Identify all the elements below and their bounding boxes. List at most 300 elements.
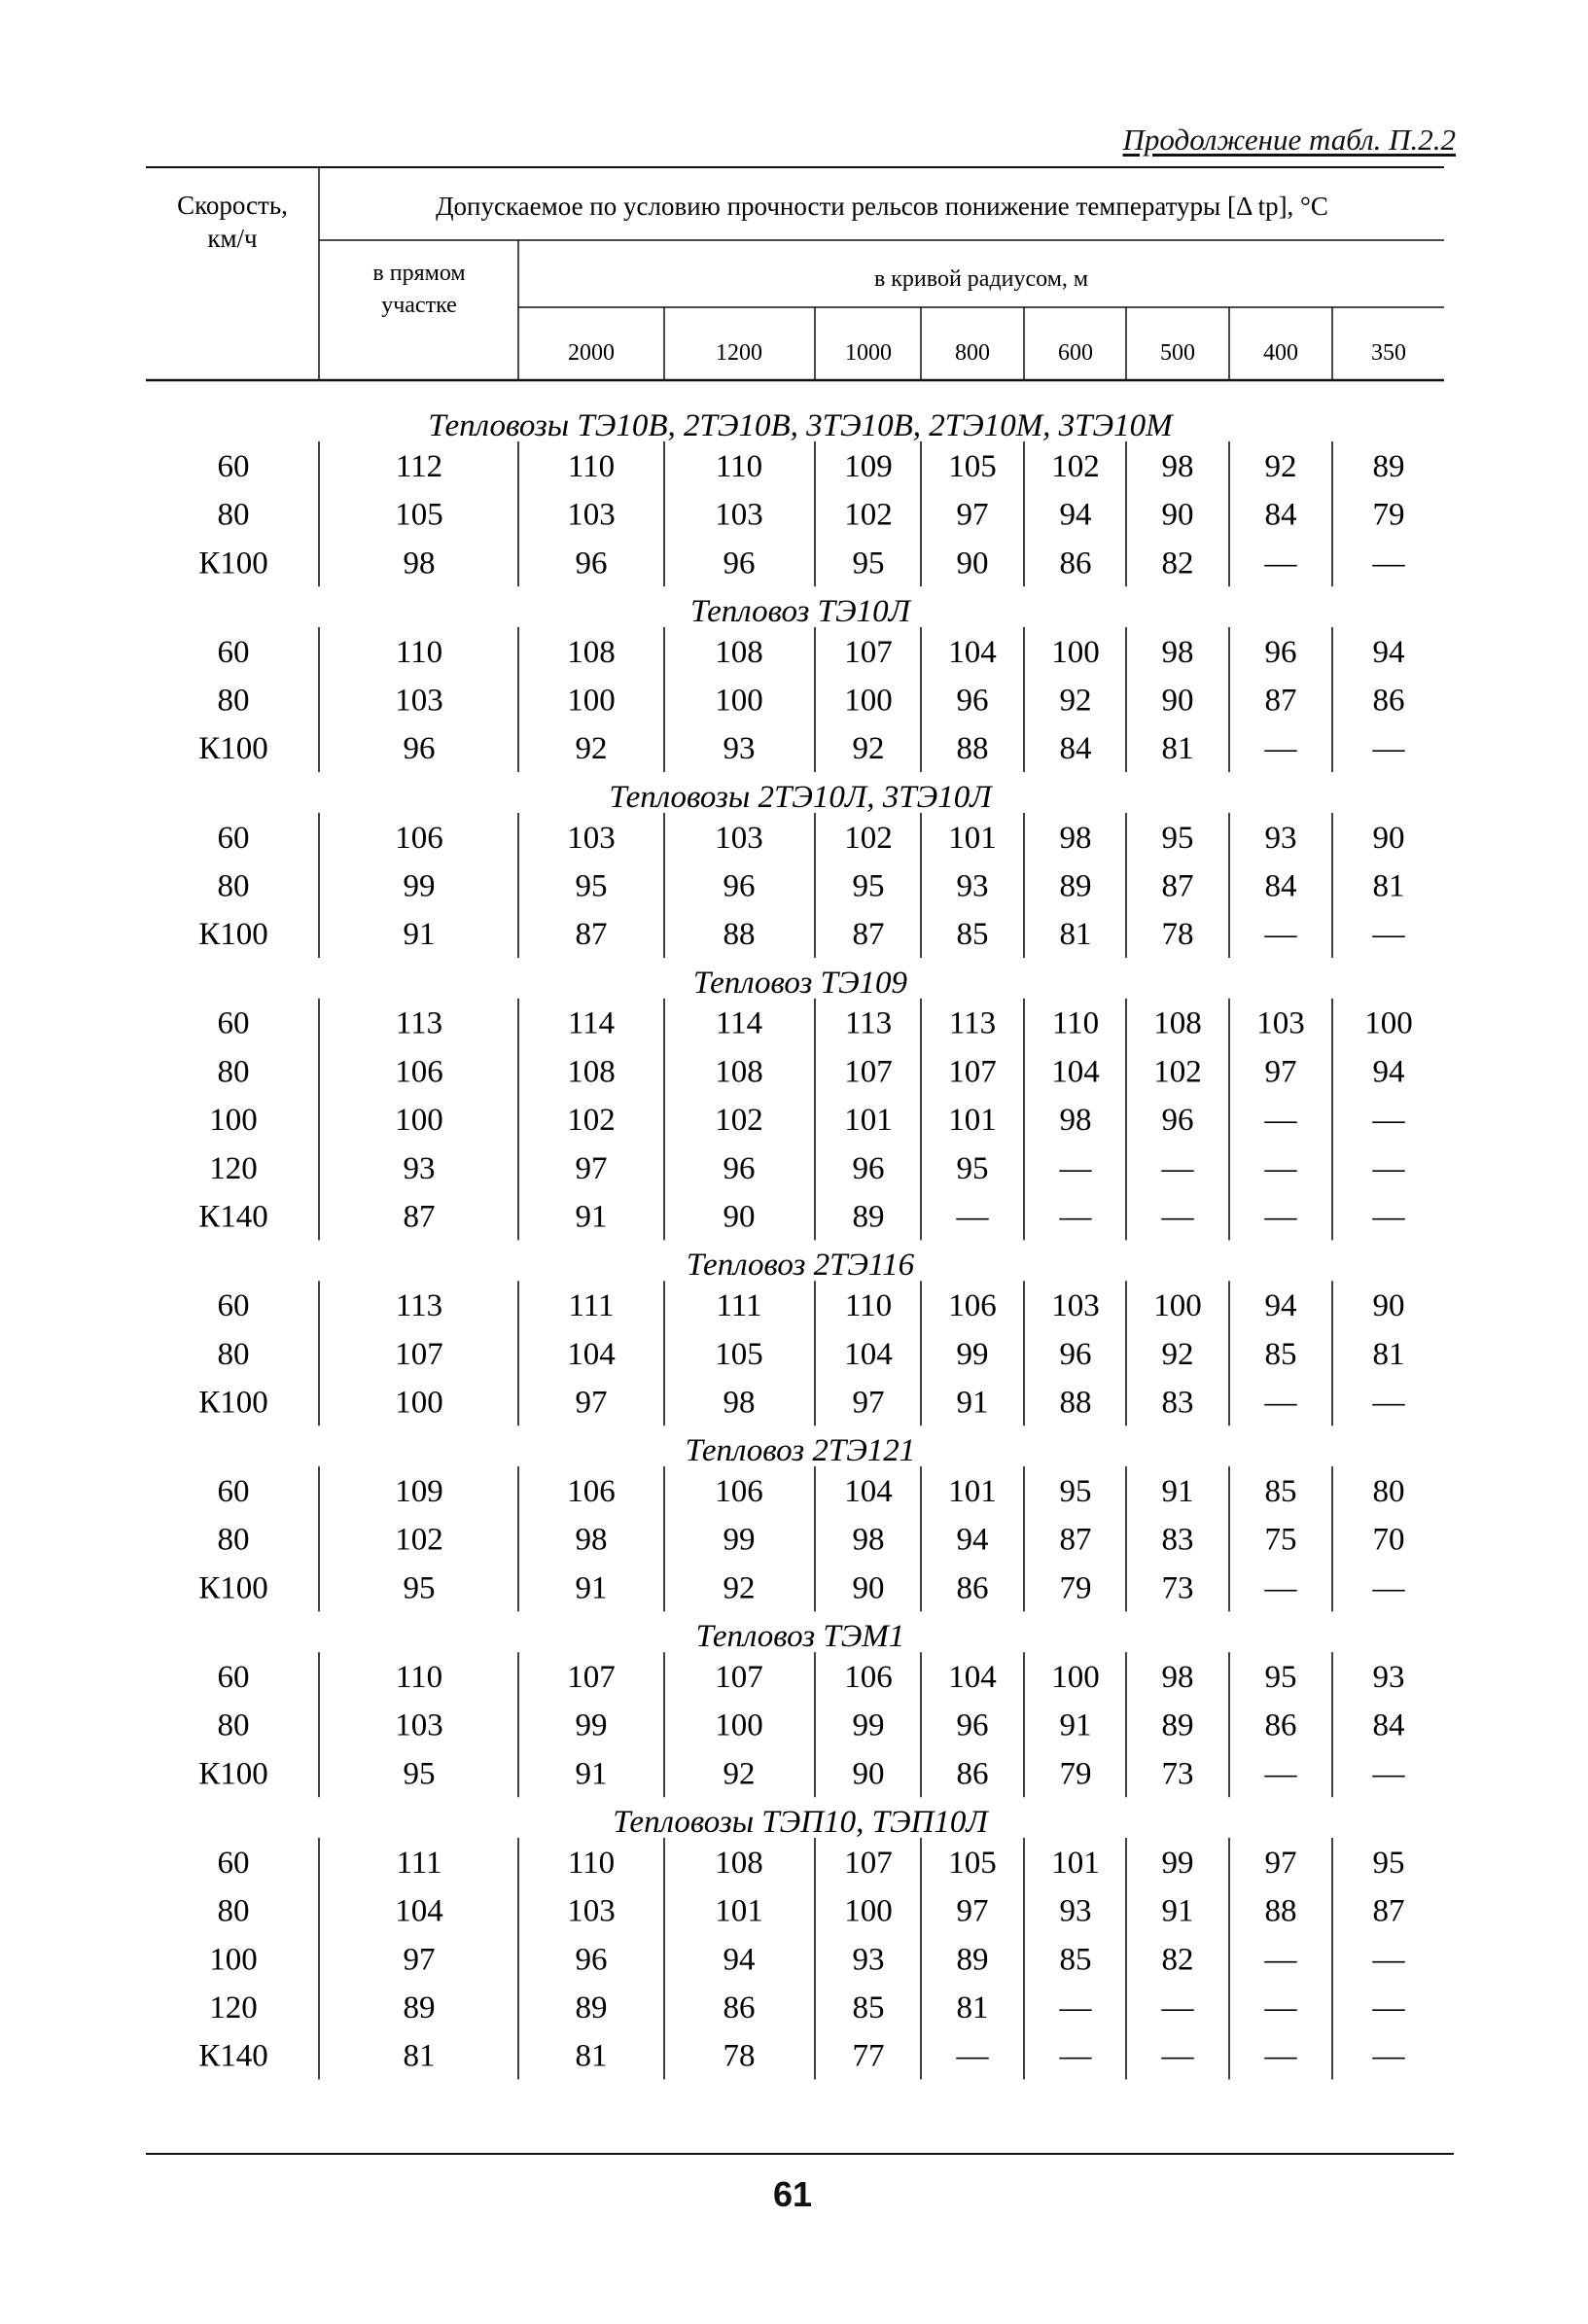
table-cell: 98 bbox=[1161, 634, 1194, 670]
table-cell: 96 bbox=[1059, 1336, 1092, 1372]
table-cell: 100 bbox=[209, 1103, 258, 1139]
table-cell: — bbox=[1372, 1199, 1405, 1235]
table-cell: 91 bbox=[575, 1199, 608, 1235]
table-cell: 87 bbox=[403, 1199, 436, 1235]
table-cell: 80 bbox=[217, 1522, 250, 1558]
table-cell: 85 bbox=[956, 917, 989, 953]
table-cell: 104 bbox=[948, 634, 997, 670]
table-cell: — bbox=[1372, 1990, 1405, 2025]
table-cell: 95 bbox=[575, 868, 608, 904]
table-cell: 106 bbox=[567, 1474, 616, 1509]
table-cell: 102 bbox=[1051, 448, 1100, 484]
table-cell: 99 bbox=[956, 1336, 989, 1372]
table-cell: 84 bbox=[1372, 1708, 1405, 1743]
table-cell: 91 bbox=[956, 1385, 989, 1421]
table-cell: 103 bbox=[395, 683, 443, 719]
table-cell: — bbox=[1264, 1570, 1297, 1606]
table-cell: 110 bbox=[567, 1845, 616, 1881]
table-cell: 113 bbox=[395, 1288, 443, 1324]
table-cell: 107 bbox=[948, 1054, 997, 1090]
table-cell: 103 bbox=[1051, 1288, 1100, 1324]
header-speed: Скорость, bbox=[177, 191, 288, 220]
table-cell: — bbox=[1264, 731, 1297, 767]
table-cell: К100 bbox=[198, 1756, 268, 1792]
table-cell: 89 bbox=[403, 1990, 436, 2025]
table-cell: 90 bbox=[852, 1570, 885, 1606]
table-cell: 98 bbox=[852, 1522, 885, 1558]
table-cell: 96 bbox=[723, 546, 756, 581]
table-cell: 92 bbox=[1264, 448, 1297, 484]
table-cell: — bbox=[1161, 1990, 1194, 2025]
table-cell: — bbox=[1372, 1103, 1405, 1139]
table-cell: 84 bbox=[1264, 497, 1297, 533]
table-cell: 100 bbox=[1364, 1005, 1413, 1041]
table-cell: 99 bbox=[403, 868, 436, 904]
table-cell: 103 bbox=[567, 497, 616, 533]
table-cell: 105 bbox=[948, 448, 997, 484]
table-cell: 93 bbox=[723, 731, 756, 767]
table-cell: — bbox=[1059, 1990, 1092, 2025]
header-radius: 500 bbox=[1160, 340, 1195, 366]
table-cell: 81 bbox=[1372, 1336, 1405, 1372]
table-cell: 95 bbox=[403, 1756, 436, 1792]
table-cell: 93 bbox=[852, 1942, 885, 1978]
table-cell: — bbox=[1372, 1150, 1405, 1186]
group-title: Тепловозы 2ТЭ10Л, 3ТЭ10Л bbox=[609, 779, 992, 815]
table-cell: 100 bbox=[844, 1893, 893, 1929]
table-cell: 93 bbox=[1264, 820, 1297, 856]
table-cell: 104 bbox=[567, 1336, 616, 1372]
table-cell: 99 bbox=[575, 1708, 608, 1743]
table-cell: 86 bbox=[956, 1570, 989, 1606]
table-cell: 107 bbox=[844, 1054, 893, 1090]
table-cell: 108 bbox=[715, 1054, 763, 1090]
table-cell: 80 bbox=[217, 497, 250, 533]
table-cell: — bbox=[1264, 1756, 1297, 1792]
table-cell: 89 bbox=[1059, 868, 1092, 904]
header-radius: 350 bbox=[1371, 340, 1406, 366]
table-cell: 94 bbox=[1372, 634, 1405, 670]
table-cell: 97 bbox=[1264, 1845, 1297, 1881]
table-cell: 98 bbox=[723, 1385, 756, 1421]
table-cell: 108 bbox=[715, 634, 763, 670]
table-cell: 89 bbox=[1161, 1708, 1194, 1743]
table-cell: 95 bbox=[852, 546, 885, 581]
table-cell: 82 bbox=[1161, 546, 1194, 581]
table-cell: 75 bbox=[1264, 1522, 1297, 1558]
table-cell: 101 bbox=[948, 820, 997, 856]
table-cell: 83 bbox=[1161, 1385, 1194, 1421]
table-cell: 81 bbox=[1161, 731, 1194, 767]
table-cell: 100 bbox=[1051, 634, 1100, 670]
table-grid bbox=[141, 165, 1456, 2161]
table-cell: 97 bbox=[575, 1150, 608, 1186]
table-cell: 104 bbox=[395, 1893, 443, 1929]
table-cell: 94 bbox=[1372, 1054, 1405, 1090]
header-main-title: Допускаемое по условию прочности рельсов понижение температуры [Δ tр], °С bbox=[436, 192, 1328, 221]
table-cell: 92 bbox=[1161, 1336, 1194, 1372]
table-cell: 110 bbox=[395, 1659, 443, 1695]
table-cell: 88 bbox=[1264, 1893, 1297, 1929]
table-cell: 96 bbox=[575, 546, 608, 581]
table-cell: 97 bbox=[403, 1942, 436, 1978]
table-cell: 88 bbox=[956, 731, 989, 767]
header-straight: участке bbox=[381, 293, 457, 318]
table-cell: 85 bbox=[852, 1990, 885, 2025]
table-cell: — bbox=[1161, 2038, 1194, 2074]
table-cell: 104 bbox=[948, 1659, 997, 1695]
table-cell: 97 bbox=[852, 1385, 885, 1421]
table-cell: 96 bbox=[956, 683, 989, 719]
table-cell: 100 bbox=[844, 683, 893, 719]
header-speed-unit: км/ч bbox=[207, 224, 258, 253]
table-cell: 96 bbox=[723, 868, 756, 904]
table-cell: — bbox=[1264, 1199, 1297, 1235]
table-cell: 92 bbox=[723, 1756, 756, 1792]
table-cell: 87 bbox=[1059, 1522, 1092, 1558]
table-cell: 85 bbox=[1264, 1474, 1297, 1509]
table-cell: 103 bbox=[567, 820, 616, 856]
table-cell: 102 bbox=[1153, 1054, 1202, 1090]
table-cell: 81 bbox=[575, 2038, 608, 2074]
group-title: Тепловоз ТЭМ1 bbox=[695, 1619, 905, 1655]
table-cell: К140 bbox=[198, 2038, 268, 2074]
table-cell: 100 bbox=[209, 1942, 258, 1978]
table-cell: 80 bbox=[217, 1054, 250, 1090]
header-curve: в кривой радиусом, м bbox=[873, 266, 1089, 292]
table-cell: — bbox=[1372, 546, 1405, 581]
table-cell: 85 bbox=[1059, 1942, 1092, 1978]
table-cell: 81 bbox=[1059, 917, 1092, 953]
table-cell: 105 bbox=[395, 497, 443, 533]
table-cell: 99 bbox=[1161, 1845, 1194, 1881]
table-cell: 60 bbox=[217, 1005, 250, 1041]
table-cell: 101 bbox=[715, 1893, 763, 1929]
table-cell: — bbox=[1059, 2038, 1092, 2074]
table-cell: 110 bbox=[1051, 1005, 1100, 1041]
table-cell: 98 bbox=[1059, 1103, 1092, 1139]
table-cell: 107 bbox=[395, 1336, 443, 1372]
table-cell: 97 bbox=[1264, 1054, 1297, 1090]
table-cell: 98 bbox=[1161, 1659, 1194, 1695]
table-cell: 60 bbox=[217, 1474, 250, 1509]
table-cell: 100 bbox=[715, 1708, 763, 1743]
table-cell: 114 bbox=[567, 1005, 616, 1041]
table-cell: 107 bbox=[844, 634, 893, 670]
table-cell: 84 bbox=[1059, 731, 1092, 767]
table-cell: — bbox=[1264, 1103, 1297, 1139]
table-cell: 82 bbox=[1161, 1942, 1194, 1978]
table-cell: 88 bbox=[723, 917, 756, 953]
table-cell: 96 bbox=[575, 1942, 608, 1978]
table-cell: — bbox=[1161, 1199, 1194, 1235]
table-cell: 109 bbox=[844, 448, 893, 484]
table-cell: 109 bbox=[395, 1474, 443, 1509]
table-cell: 98 bbox=[1161, 448, 1194, 484]
header-radius: 1200 bbox=[716, 340, 762, 366]
table-cell: 91 bbox=[403, 917, 436, 953]
table-cell: 100 bbox=[395, 1103, 443, 1139]
table-cell: 97 bbox=[575, 1385, 608, 1421]
table-cell: 86 bbox=[1264, 1708, 1297, 1743]
table-cell: 98 bbox=[1059, 820, 1092, 856]
table-cell: К100 bbox=[198, 917, 268, 953]
table-cell: — bbox=[1372, 1942, 1405, 1978]
table-cell: 90 bbox=[1372, 1288, 1405, 1324]
header-radius: 600 bbox=[1058, 340, 1093, 366]
table-cell: 112 bbox=[395, 448, 443, 484]
table-cell: 102 bbox=[715, 1103, 763, 1139]
table-cell: — bbox=[956, 1199, 989, 1235]
table-cell: 107 bbox=[715, 1659, 763, 1695]
table-cell: 106 bbox=[948, 1288, 997, 1324]
table-cell: 81 bbox=[1372, 868, 1405, 904]
table-cell: К100 bbox=[198, 731, 268, 767]
table-cell: 83 bbox=[1161, 1522, 1194, 1558]
table-cell: 91 bbox=[1161, 1474, 1194, 1509]
group-title: Тепловоз 2ТЭ116 bbox=[686, 1248, 915, 1284]
table-cell: 90 bbox=[1161, 683, 1194, 719]
table-cell: 107 bbox=[567, 1659, 616, 1695]
table-cell: 84 bbox=[1264, 868, 1297, 904]
table-cell: 106 bbox=[844, 1659, 893, 1695]
table-cell: 96 bbox=[723, 1150, 756, 1186]
table-cell: 94 bbox=[1059, 497, 1092, 533]
table-cell: 91 bbox=[575, 1570, 608, 1606]
table-cell: — bbox=[1372, 731, 1405, 767]
table-cell: 85 bbox=[1264, 1336, 1297, 1372]
group-title: Тепловоз 2ТЭ121 bbox=[685, 1433, 916, 1469]
table-cell: 60 bbox=[217, 634, 250, 670]
table-cell: 100 bbox=[567, 683, 616, 719]
table-cell: 98 bbox=[403, 546, 436, 581]
table-cell: — bbox=[1264, 546, 1297, 581]
table-cell: 95 bbox=[1059, 1474, 1092, 1509]
table-cell: 111 bbox=[568, 1288, 615, 1324]
table-cell: — bbox=[1059, 1199, 1092, 1235]
table-cell: — bbox=[1372, 1570, 1405, 1606]
table-cell: 111 bbox=[716, 1288, 762, 1324]
table-cell: К100 bbox=[198, 1385, 268, 1421]
table-cell: 96 bbox=[852, 1150, 885, 1186]
table-cell: 96 bbox=[403, 731, 436, 767]
table-cell: 108 bbox=[1153, 1005, 1202, 1041]
table-cell: 91 bbox=[1161, 1893, 1194, 1929]
table-cell: 87 bbox=[575, 917, 608, 953]
table-cell: 79 bbox=[1059, 1570, 1092, 1606]
table-cell: К100 bbox=[198, 546, 268, 581]
table-cell: 104 bbox=[844, 1336, 893, 1372]
table-cell: 102 bbox=[395, 1522, 443, 1558]
table-cell: 99 bbox=[852, 1708, 885, 1743]
table-cell: 104 bbox=[844, 1474, 893, 1509]
table-cell: 79 bbox=[1059, 1756, 1092, 1792]
header-straight: в прямом bbox=[372, 261, 466, 286]
table-cell: 106 bbox=[395, 820, 443, 856]
table-cell: 95 bbox=[403, 1570, 436, 1606]
table-cell: 100 bbox=[395, 1385, 443, 1421]
table-cell: — bbox=[1264, 1385, 1297, 1421]
table-cell: 88 bbox=[1059, 1385, 1092, 1421]
table-cell: 105 bbox=[948, 1845, 997, 1881]
table-cell: — bbox=[1264, 1150, 1297, 1186]
table-cell: 95 bbox=[1264, 1659, 1297, 1695]
table-cell: 101 bbox=[844, 1103, 893, 1139]
table-cell: 101 bbox=[948, 1474, 997, 1509]
table-cell: 100 bbox=[1153, 1288, 1202, 1324]
table-cell: — bbox=[1264, 2038, 1297, 2074]
table-cell: 103 bbox=[715, 497, 763, 533]
table-cell: 95 bbox=[1161, 820, 1194, 856]
table-cell: 103 bbox=[395, 1708, 443, 1743]
table-cell: 108 bbox=[715, 1845, 763, 1881]
table-cell: 73 bbox=[1161, 1756, 1194, 1792]
table-cell: 94 bbox=[956, 1522, 989, 1558]
table-cell: 107 bbox=[844, 1845, 893, 1881]
table-cell: 86 bbox=[956, 1756, 989, 1792]
table-cell: — bbox=[1059, 1150, 1092, 1186]
table-cell: 60 bbox=[217, 820, 250, 856]
table-cell: 91 bbox=[1059, 1708, 1092, 1743]
table-cell: 90 bbox=[723, 1199, 756, 1235]
table-cell: 94 bbox=[1264, 1288, 1297, 1324]
table-cell: 120 bbox=[209, 1990, 258, 2025]
table-cell: — bbox=[1372, 1756, 1405, 1792]
table-cell: 102 bbox=[844, 820, 893, 856]
table-cell: 89 bbox=[575, 1990, 608, 2025]
table-cell: К140 bbox=[198, 1199, 268, 1235]
table-cell: 96 bbox=[956, 1708, 989, 1743]
table-cell: 97 bbox=[956, 497, 989, 533]
table-cell: 77 bbox=[852, 2038, 885, 2074]
table-cell: 86 bbox=[1372, 683, 1405, 719]
table-cell: 81 bbox=[956, 1990, 989, 2025]
header-radius: 400 bbox=[1263, 340, 1298, 366]
table-cell: 108 bbox=[567, 634, 616, 670]
table-cell: 60 bbox=[217, 1288, 250, 1324]
table-cell: 98 bbox=[575, 1522, 608, 1558]
table-cell: 86 bbox=[1059, 546, 1092, 581]
table-cell: 90 bbox=[1372, 820, 1405, 856]
table-cell: 100 bbox=[715, 683, 763, 719]
table-cell: 101 bbox=[1051, 1845, 1100, 1881]
table-cell: — bbox=[1264, 917, 1297, 953]
table-cell: 92 bbox=[575, 731, 608, 767]
header-radius: 800 bbox=[955, 340, 990, 366]
table-cell: 90 bbox=[852, 1756, 885, 1792]
table-cell: 96 bbox=[1264, 634, 1297, 670]
table-cell: 93 bbox=[1059, 1893, 1092, 1929]
temperature-table bbox=[141, 165, 1456, 2161]
table-cell: 105 bbox=[715, 1336, 763, 1372]
table-cell: 95 bbox=[852, 868, 885, 904]
table-cell: 102 bbox=[567, 1103, 616, 1139]
group-title: Тепловоз ТЭ10Л bbox=[690, 593, 910, 629]
table-cell: 60 bbox=[217, 1659, 250, 1695]
table-cell: 106 bbox=[715, 1474, 763, 1509]
table-cell: 106 bbox=[395, 1054, 443, 1090]
table-cell: 89 bbox=[852, 1199, 885, 1235]
continuation-label: Продолжение табл. П.2.2 bbox=[1122, 123, 1456, 157]
table-cell: 90 bbox=[956, 546, 989, 581]
table-cell: К100 bbox=[198, 1570, 268, 1606]
table-cell: 111 bbox=[396, 1845, 442, 1881]
table-cell: 100 bbox=[1051, 1659, 1100, 1695]
table-cell: 86 bbox=[723, 1990, 756, 2025]
table-cell: 91 bbox=[575, 1756, 608, 1792]
table-cell: 92 bbox=[852, 731, 885, 767]
table-cell: — bbox=[1372, 2038, 1405, 2074]
table-cell: 87 bbox=[1161, 868, 1194, 904]
table-cell: 96 bbox=[1161, 1103, 1194, 1139]
table-cell: 78 bbox=[723, 2038, 756, 2074]
table-cell: 60 bbox=[217, 448, 250, 484]
header-radius: 2000 bbox=[568, 340, 615, 366]
table-cell: 94 bbox=[723, 1942, 756, 1978]
table-cell: — bbox=[1372, 1385, 1405, 1421]
table-cell: 93 bbox=[956, 868, 989, 904]
table-cell: — bbox=[1161, 1150, 1194, 1186]
table-cell: 120 bbox=[209, 1150, 258, 1186]
table-cell: 93 bbox=[403, 1150, 436, 1186]
table-cell: 102 bbox=[844, 497, 893, 533]
table-cell: 95 bbox=[956, 1150, 989, 1186]
table-cell: 93 bbox=[1372, 1659, 1405, 1695]
table-cell: — bbox=[1372, 917, 1405, 953]
table-cell: 80 bbox=[1372, 1474, 1405, 1509]
table-cell: 103 bbox=[715, 820, 763, 856]
table-cell: 101 bbox=[948, 1103, 997, 1139]
group-title: Тепловоз ТЭ109 bbox=[692, 965, 908, 1001]
table-cell: 78 bbox=[1161, 917, 1194, 953]
table-cell: 92 bbox=[1059, 683, 1092, 719]
table-cell: 99 bbox=[723, 1522, 756, 1558]
table-cell: 95 bbox=[1372, 1845, 1405, 1881]
table-cell: 114 bbox=[715, 1005, 763, 1041]
table-cell: 90 bbox=[1161, 497, 1194, 533]
table-cell: 87 bbox=[852, 917, 885, 953]
table-cell: 89 bbox=[956, 1942, 989, 1978]
table-cell: 103 bbox=[567, 1893, 616, 1929]
table-cell: 73 bbox=[1161, 1570, 1194, 1606]
table-cell: 113 bbox=[948, 1005, 997, 1041]
table-cell: 92 bbox=[723, 1570, 756, 1606]
table-cell: 110 bbox=[567, 448, 616, 484]
table-cell: 113 bbox=[395, 1005, 443, 1041]
table-cell: 87 bbox=[1264, 683, 1297, 719]
table-cell: — bbox=[1264, 1942, 1297, 1978]
page-number: 61 bbox=[772, 2174, 813, 2214]
table-cell: 110 bbox=[844, 1288, 893, 1324]
table-cell: 81 bbox=[403, 2038, 436, 2074]
table-cell: 80 bbox=[217, 1336, 250, 1372]
table-cell: — bbox=[956, 2038, 989, 2074]
header-radius: 1000 bbox=[845, 340, 892, 366]
table-cell: 108 bbox=[567, 1054, 616, 1090]
table-cell: 104 bbox=[1051, 1054, 1100, 1090]
table-cell: 70 bbox=[1372, 1522, 1405, 1558]
group-title: Тепловозы ТЭП10, ТЭП10Л bbox=[613, 1805, 988, 1841]
table-cell: 80 bbox=[217, 683, 250, 719]
table-cell: 89 bbox=[1372, 448, 1405, 484]
group-title: Тепловозы ТЭ10В, 2ТЭ10В, 3ТЭ10В, 2ТЭ10М, 3ТЭ10М bbox=[428, 408, 1173, 443]
table-cell: 60 bbox=[217, 1845, 250, 1881]
table-cell: 80 bbox=[217, 1893, 250, 1929]
table-cell: 79 bbox=[1372, 497, 1405, 533]
table-cell: 110 bbox=[395, 634, 443, 670]
table-cell: 87 bbox=[1372, 1893, 1405, 1929]
table-cell: 110 bbox=[715, 448, 763, 484]
